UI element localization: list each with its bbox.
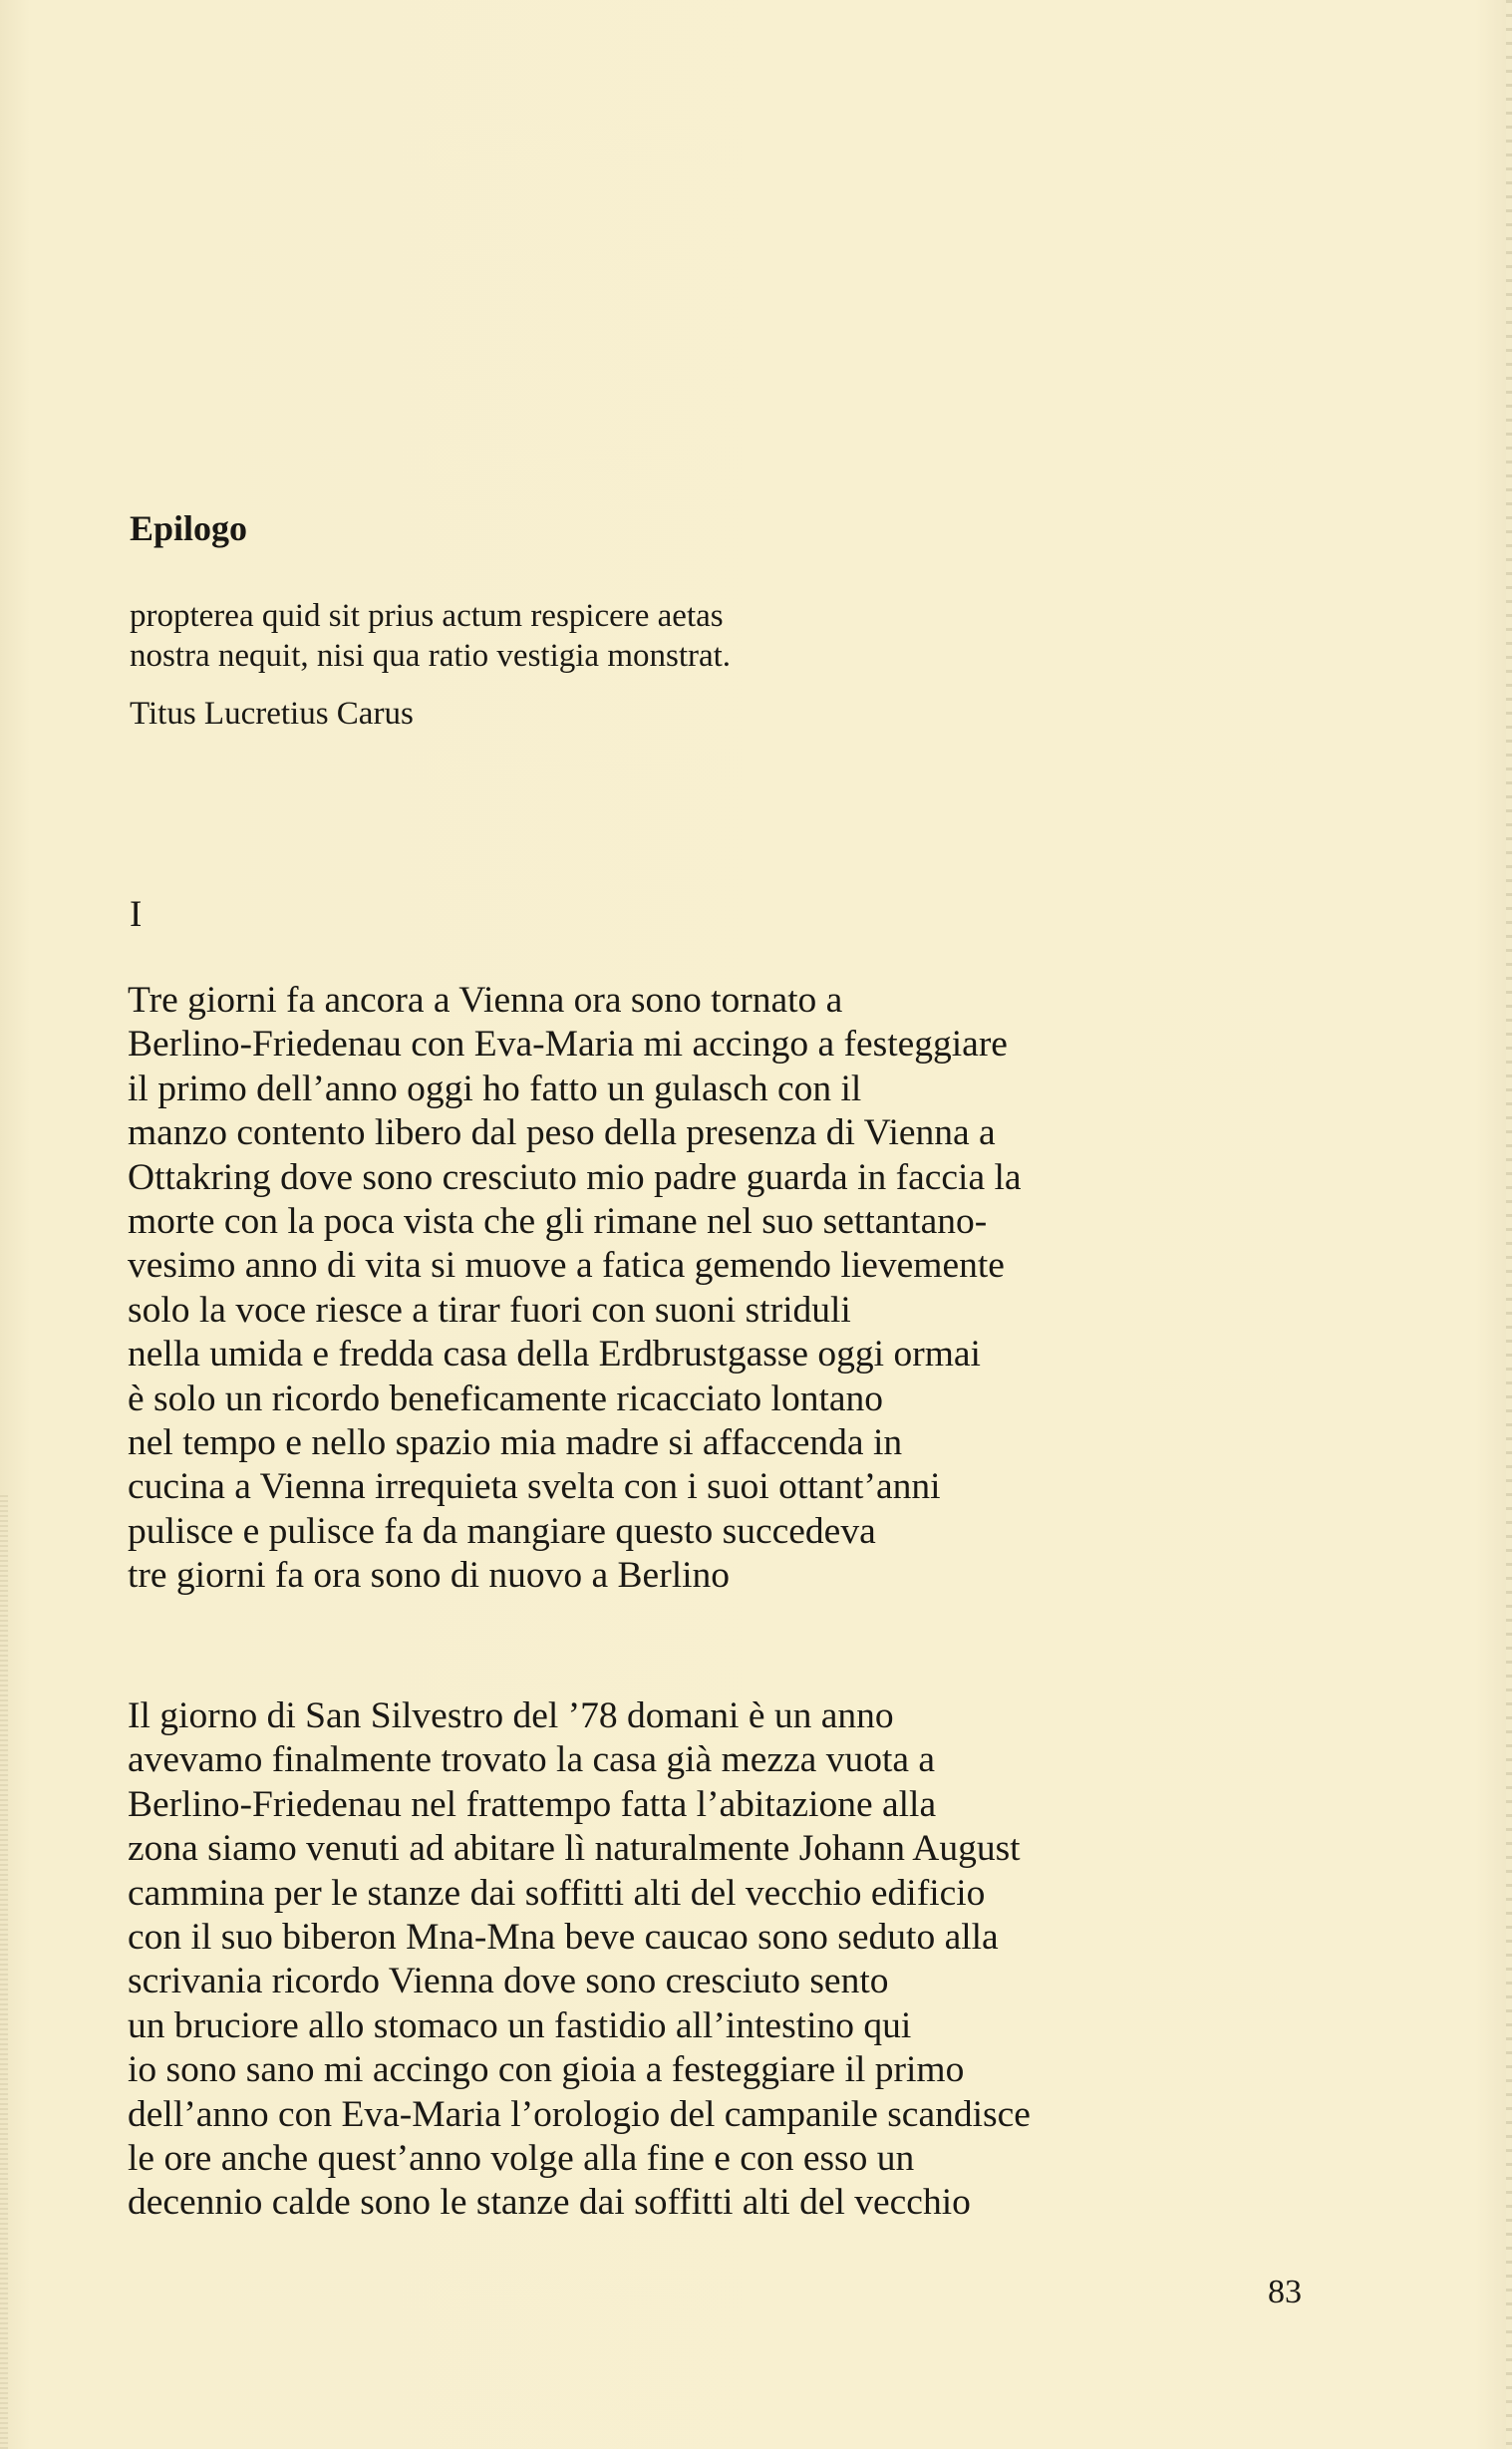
verse-line: tre giorni fa ora sono di nuovo a Berlino (128, 1555, 731, 1597)
verse-line: con il suo biberon Mna-Mna beve caucao sono seduto alla (128, 1917, 999, 1959)
verse-line: avevamo finalmente trovato la casa già mezza vuota a (128, 1739, 936, 1781)
section-numeral: I (130, 894, 143, 935)
verse-line: Il giorno di San Silvestro del ’78 domani è un anno (128, 1695, 894, 1736)
verse-line: cammina per le stanze dai soffitti alti del vecchio edificio (128, 1872, 986, 1914)
verse-line: scrivania ricordo Vienna dove sono cresciuto sento (128, 1961, 889, 2002)
verse-line: dell’anno con Eva-Maria l’orologio del campanile scandisce (128, 2093, 1031, 2135)
verse-line: zona siamo venuti ad abitare lì naturalmente Johann August (128, 1828, 1021, 1870)
stanza-1 (128, 979, 1324, 1599)
verse-line: pulisce e pulisce fa da mangiare questo succedeva (128, 1510, 876, 1552)
verse-line: vesimo anno di vita si muove a fatica gemendo lievemente (128, 1245, 1005, 1287)
page-number: 83 (1268, 2274, 1302, 2310)
epigraph-line: nostra nequit, nisi qua ratio vestigia monstrat. (130, 638, 732, 674)
chapter-title: Epilogo (130, 508, 248, 548)
verse-line: Ottakring dove sono cresciuto mio padre guarda in faccia la (128, 1156, 1022, 1198)
verse-line: Berlino-Friedenau con Eva-Maria mi accingo a festeggiare (128, 1024, 1008, 1066)
verse-line: io sono sano mi accingo con gioia a festeggiare il primo (128, 2049, 965, 2091)
stanza-2 (128, 1694, 1324, 2226)
verse-line: Tre giorni fa ancora a Vienna ora sono tornato a (128, 980, 843, 1021)
verse-line: è solo un ricordo beneficamente ricacciato lontano (128, 1378, 884, 1419)
verse-line: il primo dell’anno oggi ho fatto un gulasch con il (128, 1068, 862, 1109)
verse-line: manzo contento libero dal peso della presenza di Vienna a (128, 1112, 996, 1154)
verse-line: nella umida e fredda casa della Erdbrustgasse oggi ormai (128, 1334, 981, 1376)
page-edge-left (0, 1495, 8, 2449)
epigraph-line: propterea quid sit prius actum respicere aetas (130, 598, 724, 634)
verse-line: Berlino-Friedenau nel frattempo fatta l’abitazione alla (128, 1783, 937, 1825)
verse-line: solo la voce riesce a tirar fuori con suoni striduli (128, 1289, 851, 1331)
epigraph (130, 596, 1027, 676)
page-edge-right (1506, 0, 1512, 2449)
verse-line: morte con la poca vista che gli rimane nel suo settantano- (128, 1201, 988, 1243)
verse-line: decennio calde sono le stanze dai soffitti alti del vecchio (128, 2182, 971, 2224)
verse-line: le ore anche quest’anno volge alla fine e con esso un (128, 2138, 915, 2180)
verse-line: cucina a Vienna irrequieta svelta con i suoi ottant’anni (128, 1466, 941, 1508)
verse-line: un bruciore allo stomaco un fastidio all’intestino qui (128, 2004, 912, 2046)
verse-line: nel tempo e nello spazio mia madre si affaccenda in (128, 1422, 903, 1464)
epigraph-author: Titus Lucretius Carus (130, 696, 414, 732)
